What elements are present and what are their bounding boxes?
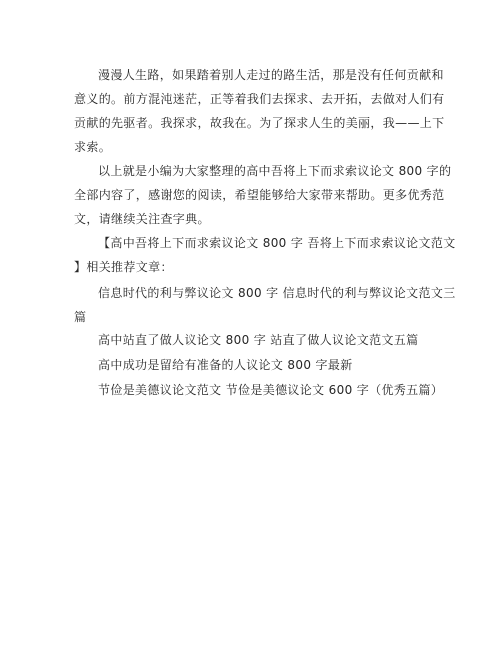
related-article-link[interactable]	[74, 353, 426, 377]
text-line: 高中站直了做人议论文 800 字 站直了做人议论文范文五篇	[98, 333, 419, 347]
related-article-link[interactable]	[74, 281, 456, 329]
text-line: 全部内容了，感谢您的阅读，希望能够给大家带来帮助。更多优秀范	[74, 188, 445, 202]
text-line: 信息时代的利与弊议论文 800 字 信息时代的利与弊议论文范文三	[98, 286, 456, 300]
text-line: 】相关推荐文章：	[74, 260, 173, 274]
text-line: 贡献的先驱者。我探求，故我在。为了探求人生的美丽，我——上下	[74, 116, 445, 130]
text-line: 文，请继续关注查字典。	[74, 212, 210, 226]
text-line: 求索。	[74, 140, 112, 154]
paragraph-closing-note	[74, 159, 452, 231]
text-line: 节俭是美德议论文范文 节俭是美德议论文 600 字（优秀五篇）	[98, 383, 444, 397]
text-line: 【高中吾将上下而求索议论文 800 字 吾将上下而求索议论文范文	[98, 236, 456, 250]
text-line: 漫漫人生路，如果踏着别人走过的路生活，那是没有任何贡献和	[98, 68, 444, 82]
text-line: 篇	[74, 310, 87, 324]
paragraph-life-path	[74, 63, 445, 159]
text-line: 以上就是小编为大家整理的高中吾将上下而求索议论文 800 字的	[98, 164, 452, 178]
related-articles-heading	[74, 231, 456, 279]
related-article-link[interactable]	[74, 378, 444, 402]
related-article-link[interactable]	[74, 328, 426, 352]
text-line: 高中成功是留给有准备的人议论文 800 字最新	[98, 358, 353, 372]
text-line: 意义的。前方混沌迷茫，正等着我们去探求、去开拓，去做对人们有	[74, 92, 445, 106]
